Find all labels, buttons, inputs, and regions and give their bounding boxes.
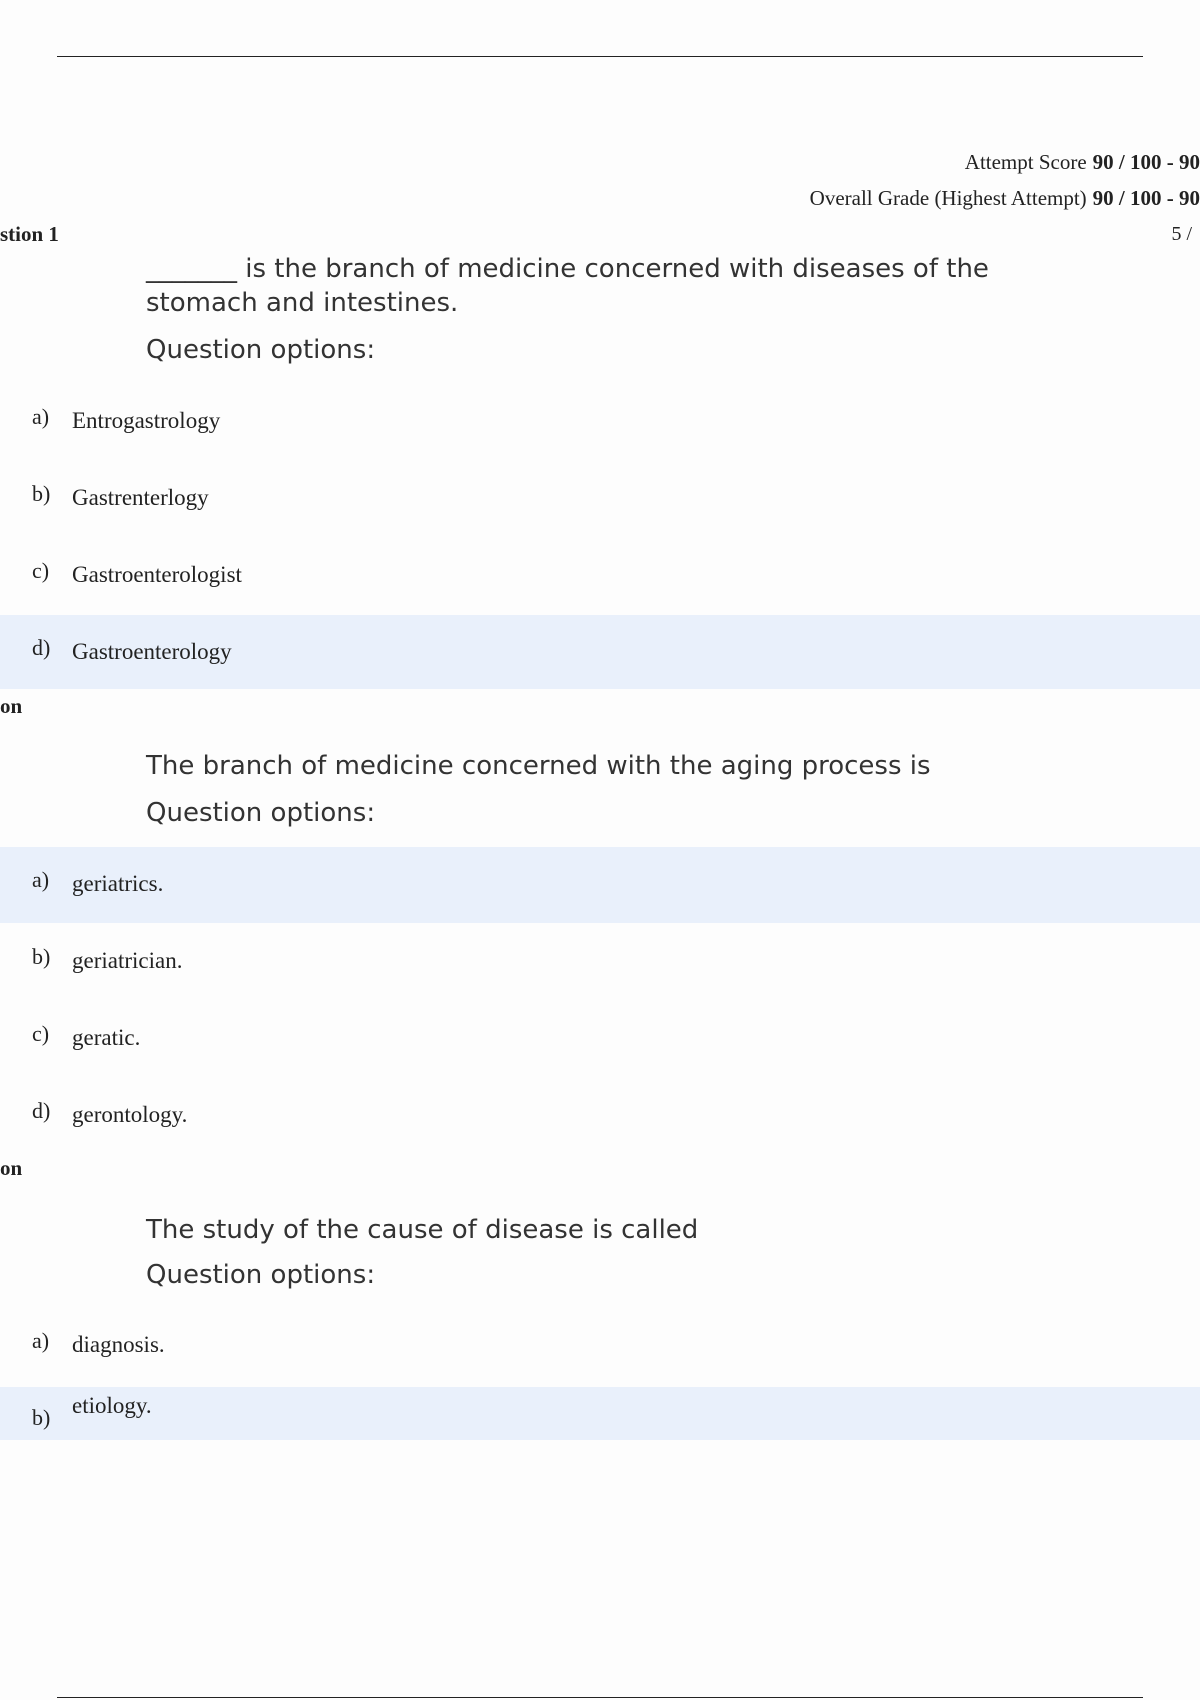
option-text: Entrogastrology: [72, 408, 221, 433]
option-text: Gastroenterologist: [72, 562, 242, 587]
option-letter: a): [32, 867, 50, 892]
option-letter: b): [32, 1405, 51, 1430]
option-letter: b): [32, 944, 51, 969]
question-2-option-c[interactable]: [0, 1003, 1200, 1073]
option-letter: d): [32, 635, 51, 660]
option-letter: d): [32, 1098, 51, 1123]
question-3-text-line-1: The study of the cause of disease is called: [146, 1215, 699, 1245]
question-1-text: [146, 252, 1046, 320]
question-2-header: on: [0, 694, 23, 718]
top-divider: [57, 56, 1143, 57]
question-2-text-line-1: The branch of medicine concerned with the aging process is: [146, 751, 931, 781]
option-text: etiology.: [72, 1393, 152, 1418]
question-3-option-a[interactable]: [0, 1310, 1200, 1380]
question-2-option-b[interactable]: [0, 926, 1200, 996]
option-text: Gastroenterology: [72, 639, 232, 664]
question-1-option-b[interactable]: [0, 463, 1200, 533]
question-1-header: stion 1: [0, 222, 59, 246]
question-3-header: on: [0, 1156, 23, 1180]
attempt-score: [965, 150, 1200, 175]
question-1-options-label: Question options:: [146, 335, 376, 365]
option-text: diagnosis.: [72, 1332, 165, 1357]
question-2-option-a[interactable]: [0, 847, 1200, 923]
option-letter: c): [32, 1021, 50, 1046]
question-1-option-d[interactable]: [0, 615, 1200, 689]
bottom-divider: [57, 1697, 1143, 1698]
option-letter: a): [32, 404, 50, 429]
attempt-score-label: Attempt Score: [964, 150, 1087, 174]
question-1-option-a[interactable]: [0, 386, 1200, 456]
overall-grade: [810, 186, 1200, 211]
question-1-text-line-1: _______ is the branch of medicine concerned with diseases of the: [146, 254, 989, 284]
overall-grade-label: Overall Grade (Highest Attempt): [809, 186, 1087, 210]
question-1-points: 5 /: [1171, 223, 1192, 245]
option-letter: b): [32, 481, 51, 506]
option-text: geriatrician.: [72, 948, 183, 973]
question-3-options-label: Question options:: [146, 1260, 376, 1290]
question-2-options-label: Question options:: [146, 798, 376, 828]
overall-grade-value: 90 / 100 - 90: [1092, 186, 1200, 210]
question-3-text: [146, 1213, 1046, 1247]
option-letter: a): [32, 1328, 50, 1353]
option-text: geriatrics.: [72, 871, 164, 896]
option-text: geratic.: [72, 1025, 141, 1050]
question-3-option-b[interactable]: [0, 1387, 1200, 1440]
question-1-text-line-2: stomach and intestines.: [146, 288, 459, 318]
question-2-text: [146, 749, 1046, 783]
question-2-option-d[interactable]: [0, 1080, 1200, 1150]
attempt-score-value: 90 / 100 - 90: [1092, 150, 1200, 174]
question-1-option-c[interactable]: [0, 540, 1200, 610]
option-text: Gastrenterlogy: [72, 485, 209, 510]
option-letter: c): [32, 558, 50, 583]
option-text: gerontology.: [72, 1102, 188, 1127]
